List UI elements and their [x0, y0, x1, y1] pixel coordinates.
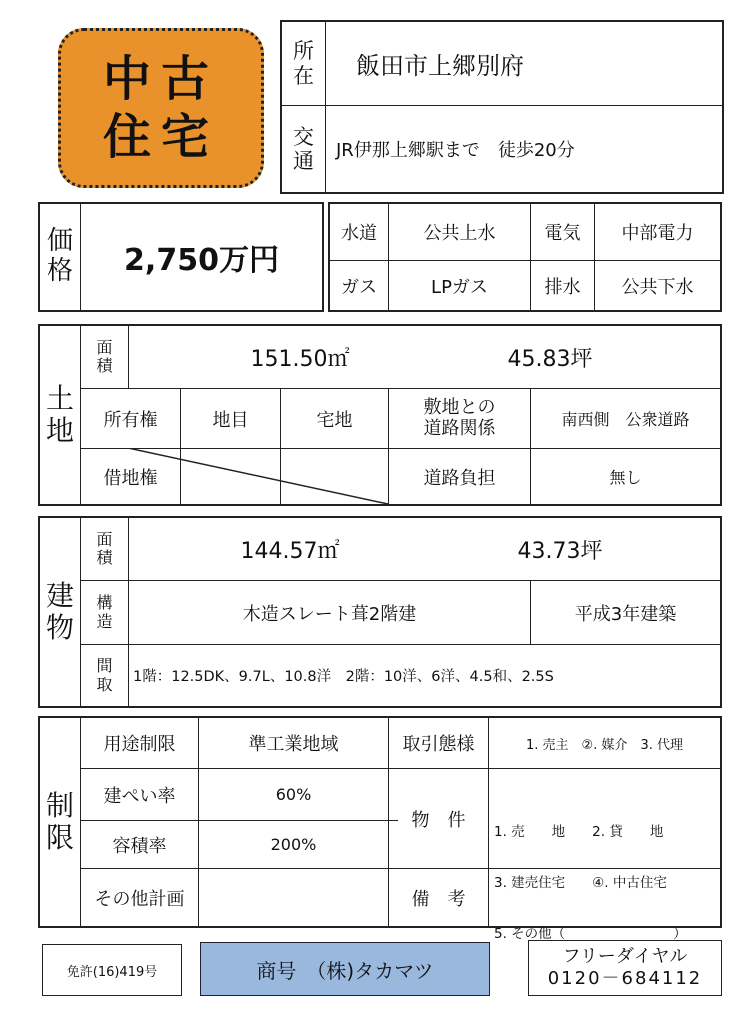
property-line1: 1. 売 地 2. 貸 地	[494, 824, 664, 840]
badge-line1: 中古	[102, 51, 219, 107]
freedial-box	[528, 940, 722, 996]
layout-value: 1階：12.5DK、9.7L、10.8洋 2階：10洋、6洋、4.5和、2.5S	[133, 669, 554, 685]
property-line3: 5. その他（ ）	[494, 926, 687, 942]
land-category-label: 地目	[212, 409, 249, 431]
deal-label: 取引態様	[402, 734, 475, 755]
gas-label: ガス	[341, 276, 377, 298]
ownership-label: 所有権	[103, 409, 158, 431]
restrictions-label: 制 限	[45, 788, 74, 854]
electric-label: 電気	[544, 223, 581, 244]
coverage-label: 建ぺい率	[103, 785, 176, 807]
far-value: 200%	[270, 835, 317, 854]
water-value: 公共上水	[423, 223, 496, 244]
land-label: 土 地	[45, 381, 74, 447]
road-relation-label: 敷地との 道路関係	[423, 396, 496, 439]
property-label: 物 件	[411, 809, 466, 831]
location-label: 所 在	[293, 39, 314, 88]
zoning-label: 用途制限	[103, 734, 176, 755]
leasehold-label: 借地権	[103, 467, 158, 489]
built-year-value: 平成3年建築	[574, 603, 677, 625]
far-label: 容積率	[112, 835, 167, 857]
structure-value: 木造スレート葺2階建	[242, 603, 417, 625]
freedial-number: 0120－684112	[547, 968, 703, 989]
access-value: JR伊那上郷駅まで 徒歩20分	[336, 140, 575, 161]
building-area-label: 面 積	[96, 529, 113, 567]
price-value: 2,750万円	[124, 243, 279, 278]
land-area-tsubo: 45.83坪	[507, 346, 593, 372]
property-options	[494, 790, 718, 942]
price-label: 価 格	[46, 226, 73, 286]
other-plan-label: その他計画	[94, 888, 185, 910]
trade-name: 商号 （株)タカマツ	[200, 942, 490, 996]
road-relation-value: 南西側 公衆道路	[561, 410, 690, 429]
land-area-label: 面 積	[96, 337, 113, 375]
zoning-value: 準工業地域	[248, 734, 339, 755]
building-area-tsubo: 43.73坪	[517, 538, 603, 564]
coverage-value: 60%	[275, 785, 312, 804]
access-label: 交 通	[293, 124, 314, 173]
electric-value: 中部電力	[621, 223, 694, 244]
drain-label: 排水	[544, 276, 581, 298]
land-category-value: 宅地	[316, 409, 353, 431]
drain-value: 公共下水	[621, 276, 694, 298]
license-number: 免許(16)419号	[42, 944, 182, 996]
water-label: 水道	[341, 223, 377, 244]
badge-line2: 住宅	[102, 109, 219, 165]
land-area-sqm: 151.50㎡	[250, 346, 350, 372]
location-value: 飯田市上郷別府	[356, 52, 524, 80]
deal-value: 1. 売主 ②. 媒介 3. 代理	[526, 737, 683, 753]
used-house-badge	[58, 28, 264, 188]
structure-label: 構 造	[96, 593, 113, 631]
road-burden-value: 無し	[609, 468, 642, 487]
layout-label: 間 取	[96, 656, 113, 694]
freedial-label: フリーダイヤル	[562, 946, 688, 968]
building-label: 建 物	[45, 578, 74, 644]
property-line2: 3. 建売住宅 ④. 中古住宅	[494, 875, 667, 891]
remarks-label: 備 考	[411, 888, 466, 910]
gas-value: LPガス	[431, 276, 488, 298]
building-area-sqm: 144.57㎡	[240, 538, 340, 564]
road-burden-label: 道路負担	[423, 467, 496, 489]
